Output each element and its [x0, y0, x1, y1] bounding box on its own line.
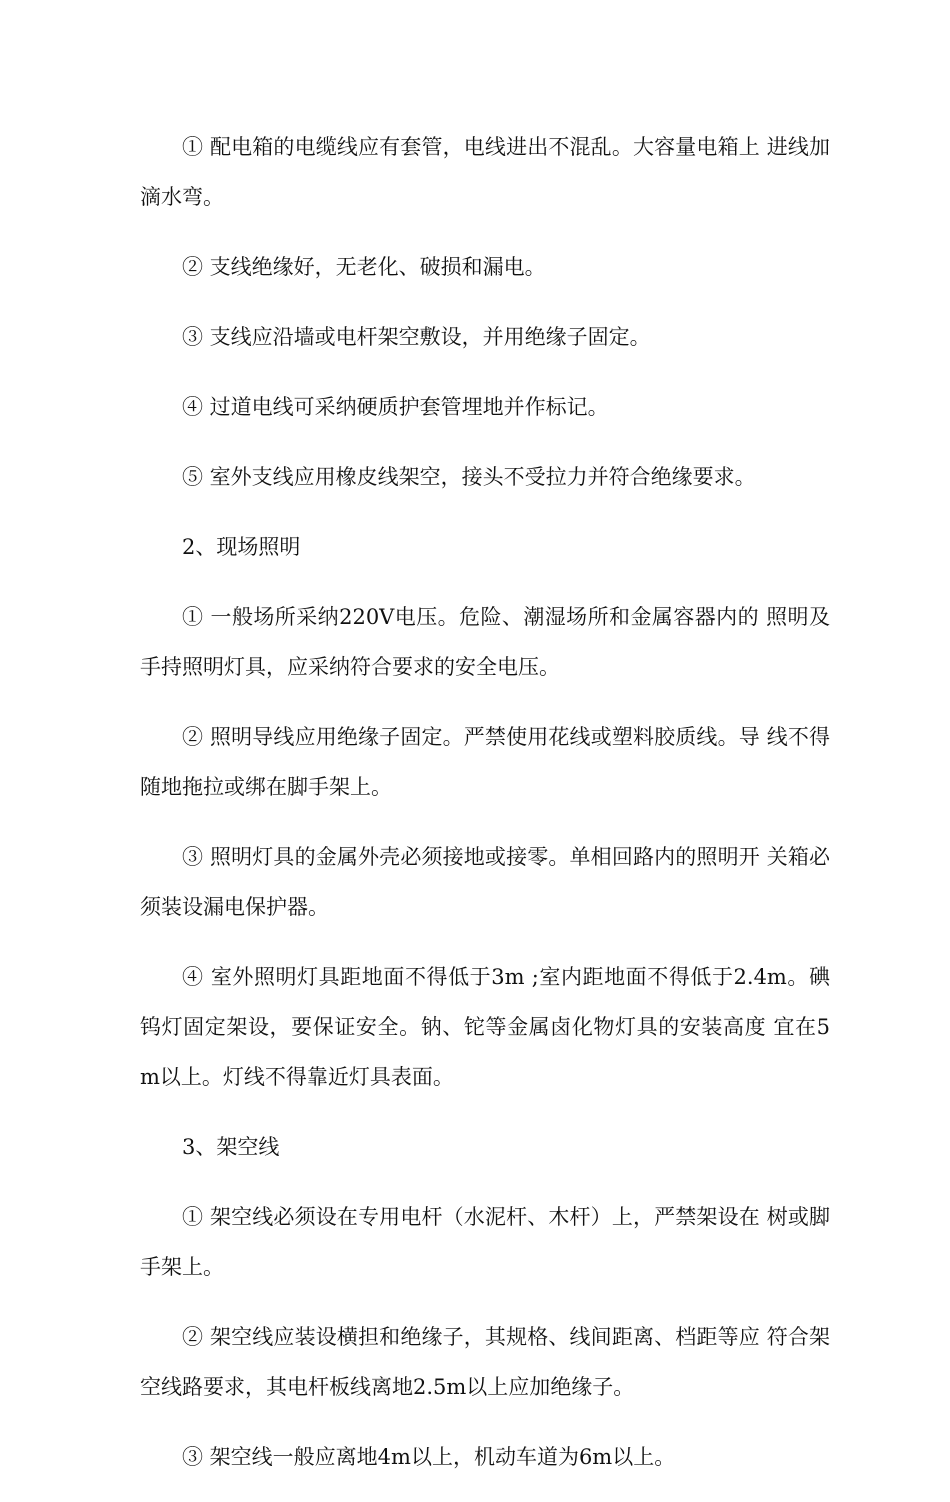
paragraph-outdoor-branch: ⑤ 室外支线应用橡皮线架空，接头不受拉力并符合绝缘要求。: [182, 465, 756, 489]
paragraph-overhead-clearance: ③ 架空线一般应离地4m以上，机动车道为6m以上。: [182, 1445, 676, 1469]
paragraph-branch-laying: ③ 支线应沿墙或电杆架空敷设，并用绝缘子固定。: [182, 325, 651, 349]
paragraph-overhead-pole: ① 架空线必须设在专用电杆（水泥杆、木杆）上，严禁架设在 树或脚手架上。: [140, 1205, 830, 1279]
paragraph-branch-insulation: ② 支线绝缘好，无老化、破损和漏电。: [182, 255, 546, 279]
paragraph-lamp-height: ④ 室外照明灯具距地面不得低于3m ;室内距地面不得低于2.4m。碘钨灯固定架设，要保证安全。钠、铊等金属卤化物灯具的安装高度 宜在5m以上。灯线不得靠近灯具表面。: [140, 965, 830, 1089]
section-heading-overhead-line: 3、架空线: [182, 1135, 280, 1159]
paragraph-distribution-box-cable: ① 配电箱的电缆线应有套管，电线进出不混乱。大容量电箱上 进线加滴水弯。: [140, 135, 830, 209]
document-body: [140, 122, 830, 1502]
paragraph-lighting-voltage: ① 一般场所采纳220V电压。危险、潮湿场所和金属容器内的 照明及手持照明灯具，应采纳符合要求的安全电压。: [140, 605, 830, 679]
section-heading-site-lighting: 2、现场照明: [182, 535, 301, 559]
paragraph-overhead-crossarm: ② 架空线应装设横担和绝缘子，其规格、线间距离、档距等应 符合架空线路要求，其电杆板线离地2.5m以上应加绝缘子。: [140, 1325, 830, 1399]
paragraph-crossing-wire: ④ 过道电线可采纳硬质护套管埋地并作标记。: [182, 395, 609, 419]
paragraph-lamp-grounding: ③ 照明灯具的金属外壳必须接地或接零。单相回路内的照明开 关箱必须装设漏电保护器。: [140, 845, 830, 919]
paragraph-lighting-wire: ② 照明导线应用绝缘子固定。严禁使用花线或塑料胶质线。导 线不得随地拖拉或绑在脚手架上。: [140, 725, 830, 799]
